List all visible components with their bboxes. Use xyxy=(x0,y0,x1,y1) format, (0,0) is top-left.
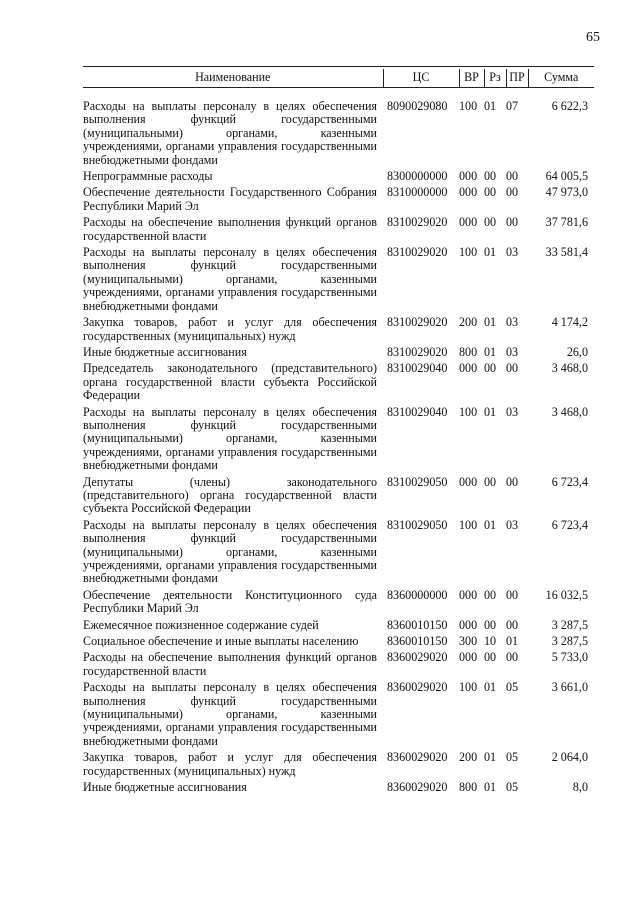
row-pr-code: 00 xyxy=(506,474,519,489)
row-pr-code: 03 xyxy=(506,315,519,330)
table-row xyxy=(83,586,594,616)
table-row xyxy=(83,88,594,168)
row-cs-code: 8310029020 xyxy=(387,344,448,359)
row-cs-code: 8360029020 xyxy=(387,750,448,765)
row-rz-code: 00 xyxy=(484,474,497,489)
row-vr-code: 000 xyxy=(459,169,478,184)
row-pr-code: 03 xyxy=(506,404,519,419)
page-number: 65 xyxy=(586,30,600,45)
header-top-rule xyxy=(83,66,594,67)
row-cs-code: 8310029050 xyxy=(387,474,448,489)
row-cs-code: 8360010150 xyxy=(387,617,448,632)
row-rz-code: 01 xyxy=(484,750,497,765)
table-row xyxy=(83,167,594,183)
table-row xyxy=(83,778,594,794)
row-name: Иные бюджетные ассигнования xyxy=(83,344,247,359)
row-rz-code: 01 xyxy=(484,517,497,532)
row-pr-code: 00 xyxy=(506,650,519,665)
row-vr-code: 800 xyxy=(459,344,478,359)
row-name: Председатель законодательного (представительного) органа государственной власти субъекта Российской Федерации xyxy=(83,361,377,403)
row-sum: 6 622,3 xyxy=(551,99,588,113)
column-header-vr: ВР xyxy=(459,69,484,88)
column-header-sum: Сумма xyxy=(528,69,594,88)
row-cs-code: 8310000000 xyxy=(387,185,448,200)
row-name: Обеспечение деятельности Конституционного суда Республики Марий Эл xyxy=(83,587,377,616)
row-vr-code: 100 xyxy=(459,517,478,532)
table-header-row xyxy=(83,69,594,88)
row-name: Расходы на выплаты персоналу в целях обеспечения выполнения функций государственными (муниципальными) органами, казенными учреждениями, органами управления государственными внебюджетными фондами xyxy=(83,404,377,473)
row-vr-code: 000 xyxy=(459,474,478,489)
row-cs-code: 8310029020 xyxy=(387,245,448,260)
row-name: Закупка товаров, работ и услуг для обеспечения государственных (муниципальных) нужд xyxy=(83,750,377,778)
row-sum: 26,0 xyxy=(566,344,588,359)
table-row xyxy=(83,183,594,213)
row-vr-code: 100 xyxy=(459,404,478,419)
table-row xyxy=(83,678,594,748)
row-vr-code: 000 xyxy=(459,215,478,230)
table-row xyxy=(83,473,594,516)
row-sum: 3 468,0 xyxy=(551,361,588,376)
table-row xyxy=(83,648,594,678)
budget-table xyxy=(83,69,594,795)
row-name: Депутаты (члены) законодательного (представительного) органа государственной власти субъекта Российской Федерации xyxy=(83,474,377,516)
table-row xyxy=(83,616,594,632)
row-cs-code: 8310029020 xyxy=(387,315,448,330)
column-header-cs: ЦС xyxy=(383,69,459,88)
row-pr-code: 00 xyxy=(506,169,519,184)
row-vr-code: 000 xyxy=(459,185,478,200)
row-name: Расходы на обеспечение выполнения функций органов государственной власти xyxy=(83,215,377,243)
row-cs-code: 8310029040 xyxy=(387,361,448,376)
row-vr-code: 000 xyxy=(459,650,478,665)
row-pr-code: 05 xyxy=(506,780,519,795)
row-rz-code: 01 xyxy=(484,344,497,359)
row-rz-code: 00 xyxy=(484,587,497,602)
row-pr-code: 00 xyxy=(506,617,519,632)
row-name: Иные бюджетные ассигнования xyxy=(83,780,247,795)
row-pr-code: 07 xyxy=(506,99,519,113)
row-name: Расходы на выплаты персоналу в целях обеспечения выполнения функций государственными (муниципальными) органами, казенными учреждениями, органами управления государственными внебюджетными фондами xyxy=(83,680,377,748)
row-sum: 5 733,0 xyxy=(551,650,588,665)
row-pr-code: 00 xyxy=(506,361,519,376)
row-sum: 2 064,0 xyxy=(551,750,588,765)
row-sum: 6 723,4 xyxy=(551,517,588,532)
row-rz-code: 00 xyxy=(484,185,497,200)
table-row xyxy=(83,343,594,359)
row-vr-code: 000 xyxy=(459,361,478,376)
row-pr-code: 00 xyxy=(506,587,519,602)
table-row xyxy=(83,243,594,313)
row-rz-code: 00 xyxy=(484,361,497,376)
row-rz-code: 00 xyxy=(484,617,497,632)
row-name: Расходы на обеспечение выполнения функций органов государственной власти xyxy=(83,650,377,678)
row-cs-code: 8310029050 xyxy=(387,517,448,532)
row-sum: 16 032,5 xyxy=(545,587,588,602)
row-sum: 4 174,2 xyxy=(551,315,588,330)
row-pr-code: 05 xyxy=(506,680,519,695)
row-rz-code: 01 xyxy=(484,404,497,419)
row-cs-code: 8360029020 xyxy=(387,780,448,795)
row-rz-code: 01 xyxy=(484,315,497,330)
row-rz-code: 10 xyxy=(484,634,497,649)
row-cs-code: 8310029040 xyxy=(387,404,448,419)
row-vr-code: 300 xyxy=(459,634,478,649)
row-cs-code: 8300000000 xyxy=(387,169,448,184)
row-cs-code: 8360000000 xyxy=(387,587,448,602)
table-row xyxy=(83,403,594,473)
row-sum: 64 005,5 xyxy=(545,169,588,184)
row-vr-code: 800 xyxy=(459,780,478,795)
row-sum: 33 581,4 xyxy=(545,245,588,260)
table-row xyxy=(83,313,594,343)
row-rz-code: 01 xyxy=(484,245,497,260)
row-pr-code: 01 xyxy=(506,634,519,649)
table-row xyxy=(83,359,594,402)
row-sum: 47 973,0 xyxy=(545,185,588,200)
row-rz-code: 01 xyxy=(484,99,497,113)
row-rz-code: 00 xyxy=(484,215,497,230)
row-pr-code: 03 xyxy=(506,344,519,359)
column-header-pr: ПР xyxy=(506,69,528,88)
row-name: Расходы на выплаты персоналу в целях обеспечения выполнения функций государственными (муниципальными) органами, казенными учреждениями, органами управления государственными внебюджетными фондами xyxy=(83,99,377,167)
row-pr-code: 03 xyxy=(506,245,519,260)
row-pr-code: 03 xyxy=(506,517,519,532)
table-body xyxy=(83,88,594,795)
row-rz-code: 00 xyxy=(484,169,497,184)
row-cs-code: 8360010150 xyxy=(387,634,448,649)
row-cs-code: 8360029020 xyxy=(387,650,448,665)
row-sum: 3 468,0 xyxy=(551,404,588,419)
row-cs-code: 8360029020 xyxy=(387,680,448,695)
table-row xyxy=(83,516,594,586)
row-cs-code: 8310029020 xyxy=(387,215,448,230)
row-vr-code: 000 xyxy=(459,587,478,602)
row-rz-code: 01 xyxy=(484,680,497,695)
row-sum: 3 287,5 xyxy=(551,634,588,649)
row-vr-code: 000 xyxy=(459,617,478,632)
row-sum: 37 781,6 xyxy=(545,215,588,230)
row-vr-code: 100 xyxy=(459,245,478,260)
row-cs-code: 8090029080 xyxy=(387,99,448,113)
table-row xyxy=(83,632,594,648)
row-name: Обеспечение деятельности Государственного Собрания Республики Марий Эл xyxy=(83,185,377,213)
row-name: Закупка товаров, работ и услуг для обеспечения государственных (муниципальных) нужд xyxy=(83,315,377,343)
row-rz-code: 01 xyxy=(484,780,497,795)
row-name: Ежемесячное пожизненное содержание судей xyxy=(83,617,319,632)
row-pr-code: 00 xyxy=(506,185,519,200)
row-name: Социальное обеспечение и иные выплаты населению xyxy=(83,634,359,649)
column-header-rz: Рз xyxy=(484,69,506,88)
row-name: Непрограммные расходы xyxy=(83,169,213,184)
row-sum: 3 661,0 xyxy=(551,680,588,695)
row-vr-code: 200 xyxy=(459,315,478,330)
row-vr-code: 100 xyxy=(459,680,478,695)
column-header-name: Наименование xyxy=(83,69,383,88)
row-vr-code: 100 xyxy=(459,99,478,113)
row-sum: 3 287,5 xyxy=(551,617,588,632)
table-row xyxy=(83,748,594,778)
row-sum: 8,0 xyxy=(572,780,588,795)
row-pr-code: 05 xyxy=(506,750,519,765)
row-sum: 6 723,4 xyxy=(551,474,588,489)
table-row xyxy=(83,213,594,243)
row-rz-code: 00 xyxy=(484,650,497,665)
row-pr-code: 00 xyxy=(506,215,519,230)
row-vr-code: 200 xyxy=(459,750,478,765)
row-name: Расходы на выплаты персоналу в целях обеспечения выполнения функций государственными (муниципальными) органами, казенными учреждениями, органами управления государственными внебюджетными фондами xyxy=(83,245,377,313)
row-name: Расходы на выплаты персоналу в целях обеспечения выполнения функций государственными (муниципальными) органами, казенными учреждениями, органами управления государственными внебюджетными фондами xyxy=(83,517,377,586)
